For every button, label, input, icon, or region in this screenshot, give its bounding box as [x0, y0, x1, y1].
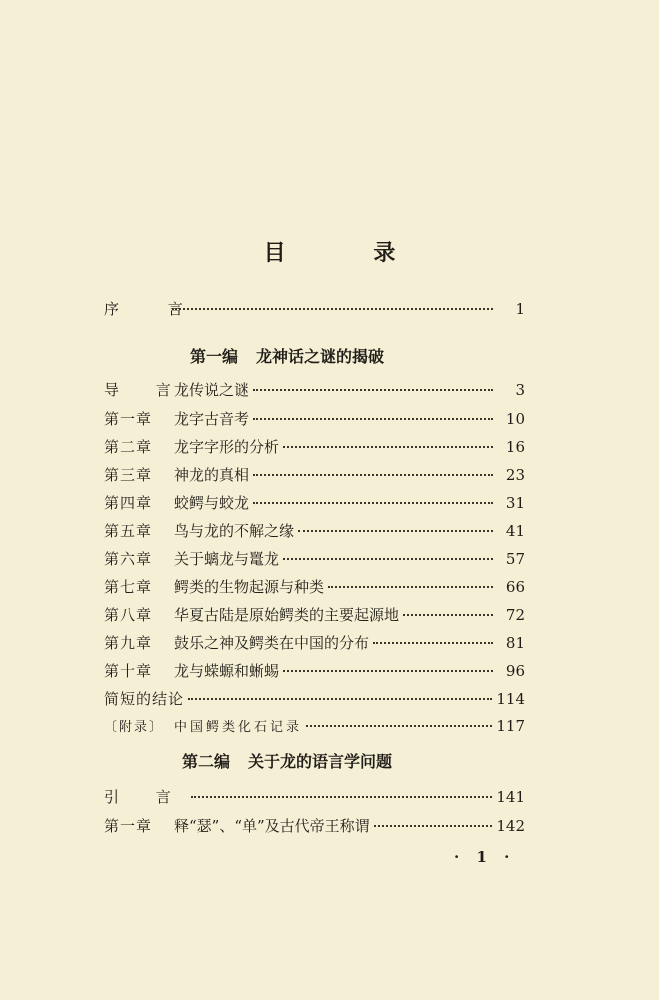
toc-title: 中国鳄类化石记录	[174, 720, 303, 735]
page-number: 142	[496, 817, 525, 835]
dot-leader	[374, 825, 493, 827]
part-heading-2	[182, 749, 392, 772]
toc-row[interactable]	[104, 688, 525, 710]
toc-title: 关于螭龙与鼍龙	[174, 550, 280, 568]
dot-leader	[283, 446, 493, 448]
dot-leader	[283, 558, 493, 560]
toc-label: 第十章	[104, 662, 153, 680]
toc-row[interactable]	[104, 520, 525, 542]
dot-leader	[188, 698, 492, 700]
dot-leader	[328, 586, 493, 588]
toc-label: 导 言	[104, 381, 187, 399]
toc-label: 引 言	[104, 788, 187, 806]
toc-title: 龙传说之谜	[174, 381, 250, 399]
toc-label: 第一章	[104, 410, 153, 428]
dot-leader	[172, 308, 493, 310]
toc-row[interactable]	[104, 660, 525, 682]
page-title: 目 录	[263, 240, 436, 266]
toc-title: 鼓乐之神及鳄类在中国的分布	[174, 634, 370, 652]
part-heading-1	[190, 344, 384, 367]
toc-label: 第六章	[104, 550, 153, 568]
toc-row[interactable]	[104, 815, 525, 837]
part-label: 第二编	[182, 752, 231, 771]
toc-title: 释“瑟”、“单”及古代帝王称谓	[174, 817, 370, 835]
toc-title: 华夏古陆是原始鳄类的主要起源地	[174, 606, 400, 624]
toc-row[interactable]	[104, 379, 525, 401]
dot-leader	[373, 642, 493, 644]
toc-label: 〔附录〕	[104, 720, 165, 735]
dot-leader	[253, 474, 493, 476]
page-number: 3	[515, 381, 525, 399]
page-number: 23	[505, 466, 525, 484]
toc-label: 第九章	[104, 634, 153, 652]
page-number: 96	[505, 662, 525, 680]
toc-label: 第四章	[104, 494, 153, 512]
toc-row[interactable]	[104, 464, 525, 486]
toc-row-appendix[interactable]	[104, 716, 525, 738]
dot-leader	[191, 796, 493, 798]
toc-row[interactable]	[104, 786, 525, 808]
toc-title: 神龙的真相	[174, 466, 250, 484]
toc-title: 龙与蝾螈和蜥蜴	[174, 662, 280, 680]
dot-leader	[283, 670, 493, 672]
toc-label: 简短的结论	[104, 690, 185, 708]
page-number: 10	[505, 410, 525, 428]
page-number: 81	[505, 634, 525, 652]
toc-label: 第二章	[104, 438, 153, 456]
page-number: 31	[505, 494, 525, 512]
page-number: 72	[505, 606, 525, 624]
toc-label: 第三章	[104, 466, 153, 484]
toc-row[interactable]	[104, 548, 525, 570]
toc-row[interactable]	[104, 408, 525, 430]
toc-label: 第七章	[104, 578, 153, 596]
toc-title: 蛟鳄与蛟龙	[174, 494, 250, 512]
dot-leader	[253, 418, 493, 420]
toc-row-preface[interactable]	[104, 298, 525, 320]
folio-page-number: · 1 ·	[454, 848, 516, 866]
toc-row[interactable]	[104, 576, 525, 598]
toc-label: 序 言	[104, 300, 205, 318]
dot-leader	[306, 725, 492, 727]
toc-title: 鸟与龙的不解之缘	[174, 522, 295, 540]
page-number: 41	[505, 522, 525, 540]
toc-title: 龙字古音考	[174, 410, 250, 428]
dot-leader	[253, 502, 493, 504]
toc-row[interactable]	[104, 492, 525, 514]
toc-title: 龙字字形的分析	[174, 438, 280, 456]
toc-title: 鳄类的生物起源与种类	[174, 578, 325, 596]
toc-label: 第八章	[104, 606, 153, 624]
page-number: 57	[505, 550, 525, 568]
toc-label: 第五章	[104, 522, 153, 540]
page-number: 141	[496, 788, 525, 806]
toc-row[interactable]	[104, 436, 525, 458]
toc-row[interactable]	[104, 632, 525, 654]
dot-leader	[403, 614, 493, 616]
part-title: 关于龙的语言学问题	[248, 752, 393, 771]
page-number: 16	[505, 438, 525, 456]
page-number: 117	[496, 717, 525, 735]
dot-leader	[253, 389, 493, 391]
page-number: 66	[505, 578, 525, 596]
part-title: 龙神话之谜的揭破	[256, 347, 385, 366]
dot-leader	[298, 530, 493, 532]
page-number: 1	[515, 300, 525, 318]
page-number: 114	[496, 690, 525, 708]
part-label: 第一编	[190, 347, 239, 366]
toc-label: 第一章	[104, 817, 153, 835]
toc-row[interactable]	[104, 604, 525, 626]
